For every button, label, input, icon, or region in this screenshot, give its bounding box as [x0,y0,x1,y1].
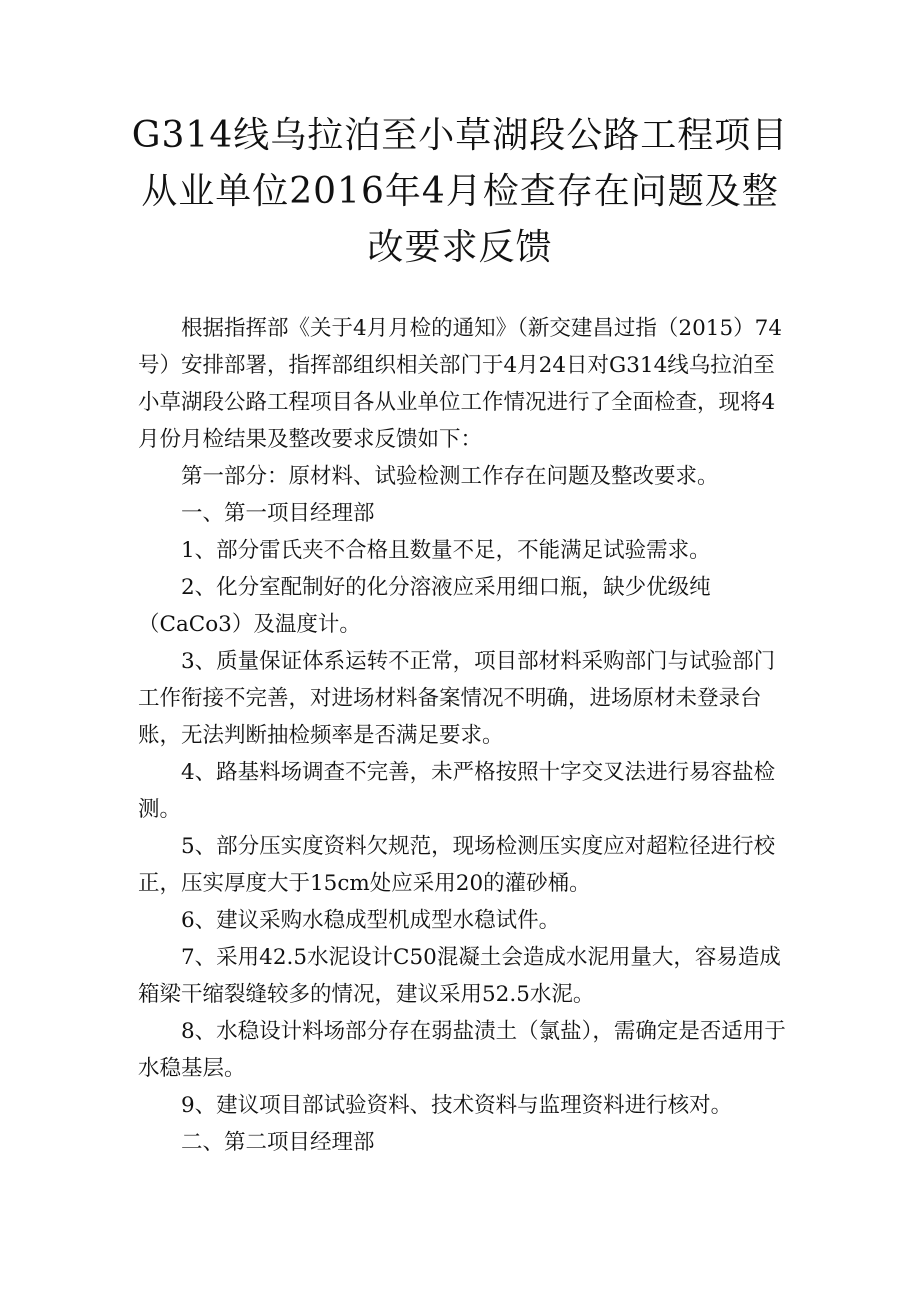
issue-item: 5、部分压实度资料欠规范，现场检测压实度应对超粒径进行校正，压实厚度大于15cm处应采用20的灌砂桶。 [138,834,776,896]
issue-item: 9、建议项目部试验资料、技术资料与监理资料进行核对。 [181,1093,733,1118]
issue-item: 3、质量保证体系运转不正常，项目部材料采购部门与试验部门工作衔接不完善，对进场材料备案情况不明确，进场原材未登录台账，无法判断抽检频率是否满足要求。 [138,649,776,748]
issue-item: 7、采用42.5水泥设计C50混凝土会造成水泥用量大，容易造成箱梁干缩裂缝较多的情况，建议采用52.5水泥。 [138,945,781,1007]
document-title: G314线乌拉泊至小草湖段公路工程项目从业单位2016年4月检查存在问题及整改要求反馈 [131,115,789,268]
section-heading: 二、第二项目经理部 [181,1130,375,1155]
issue-item: 1、部分雷氏夹不合格且数量不足，不能满足试验需求。 [181,538,711,563]
issue-item: 8、水稳设计料场部分存在弱盐渍土（氯盐），需确定是否适用于水稳基层。 [138,1019,786,1081]
intro-paragraph: 根据指挥部《关于4月月检的通知》（新交建昌过指（2015）74号）安排部署，指挥部组织相关部门于4月24日对G314线乌拉泊至小草湖段公路工程项目各从业单位工作情况进行了全面检查，现将4月份月检结果及整改要求反馈如下： [138,316,783,452]
part-heading: 第一部分：原材料、试验检测工作存在问题及整改要求。 [181,464,719,489]
section-heading: 一、第一项目经理部 [181,501,375,526]
document-body [138,310,786,1161]
issue-item: 6、建议采购水稳成型机成型水稳试件。 [181,908,561,933]
issue-item: 4、路基料场调查不完善，未严格按照十字交叉法进行易容盐检测。 [138,760,776,822]
issue-item: 2、化分室配制好的化分溶液应采用细口瓶，缺少优级纯（CaCo3）及温度计。 [138,575,711,637]
